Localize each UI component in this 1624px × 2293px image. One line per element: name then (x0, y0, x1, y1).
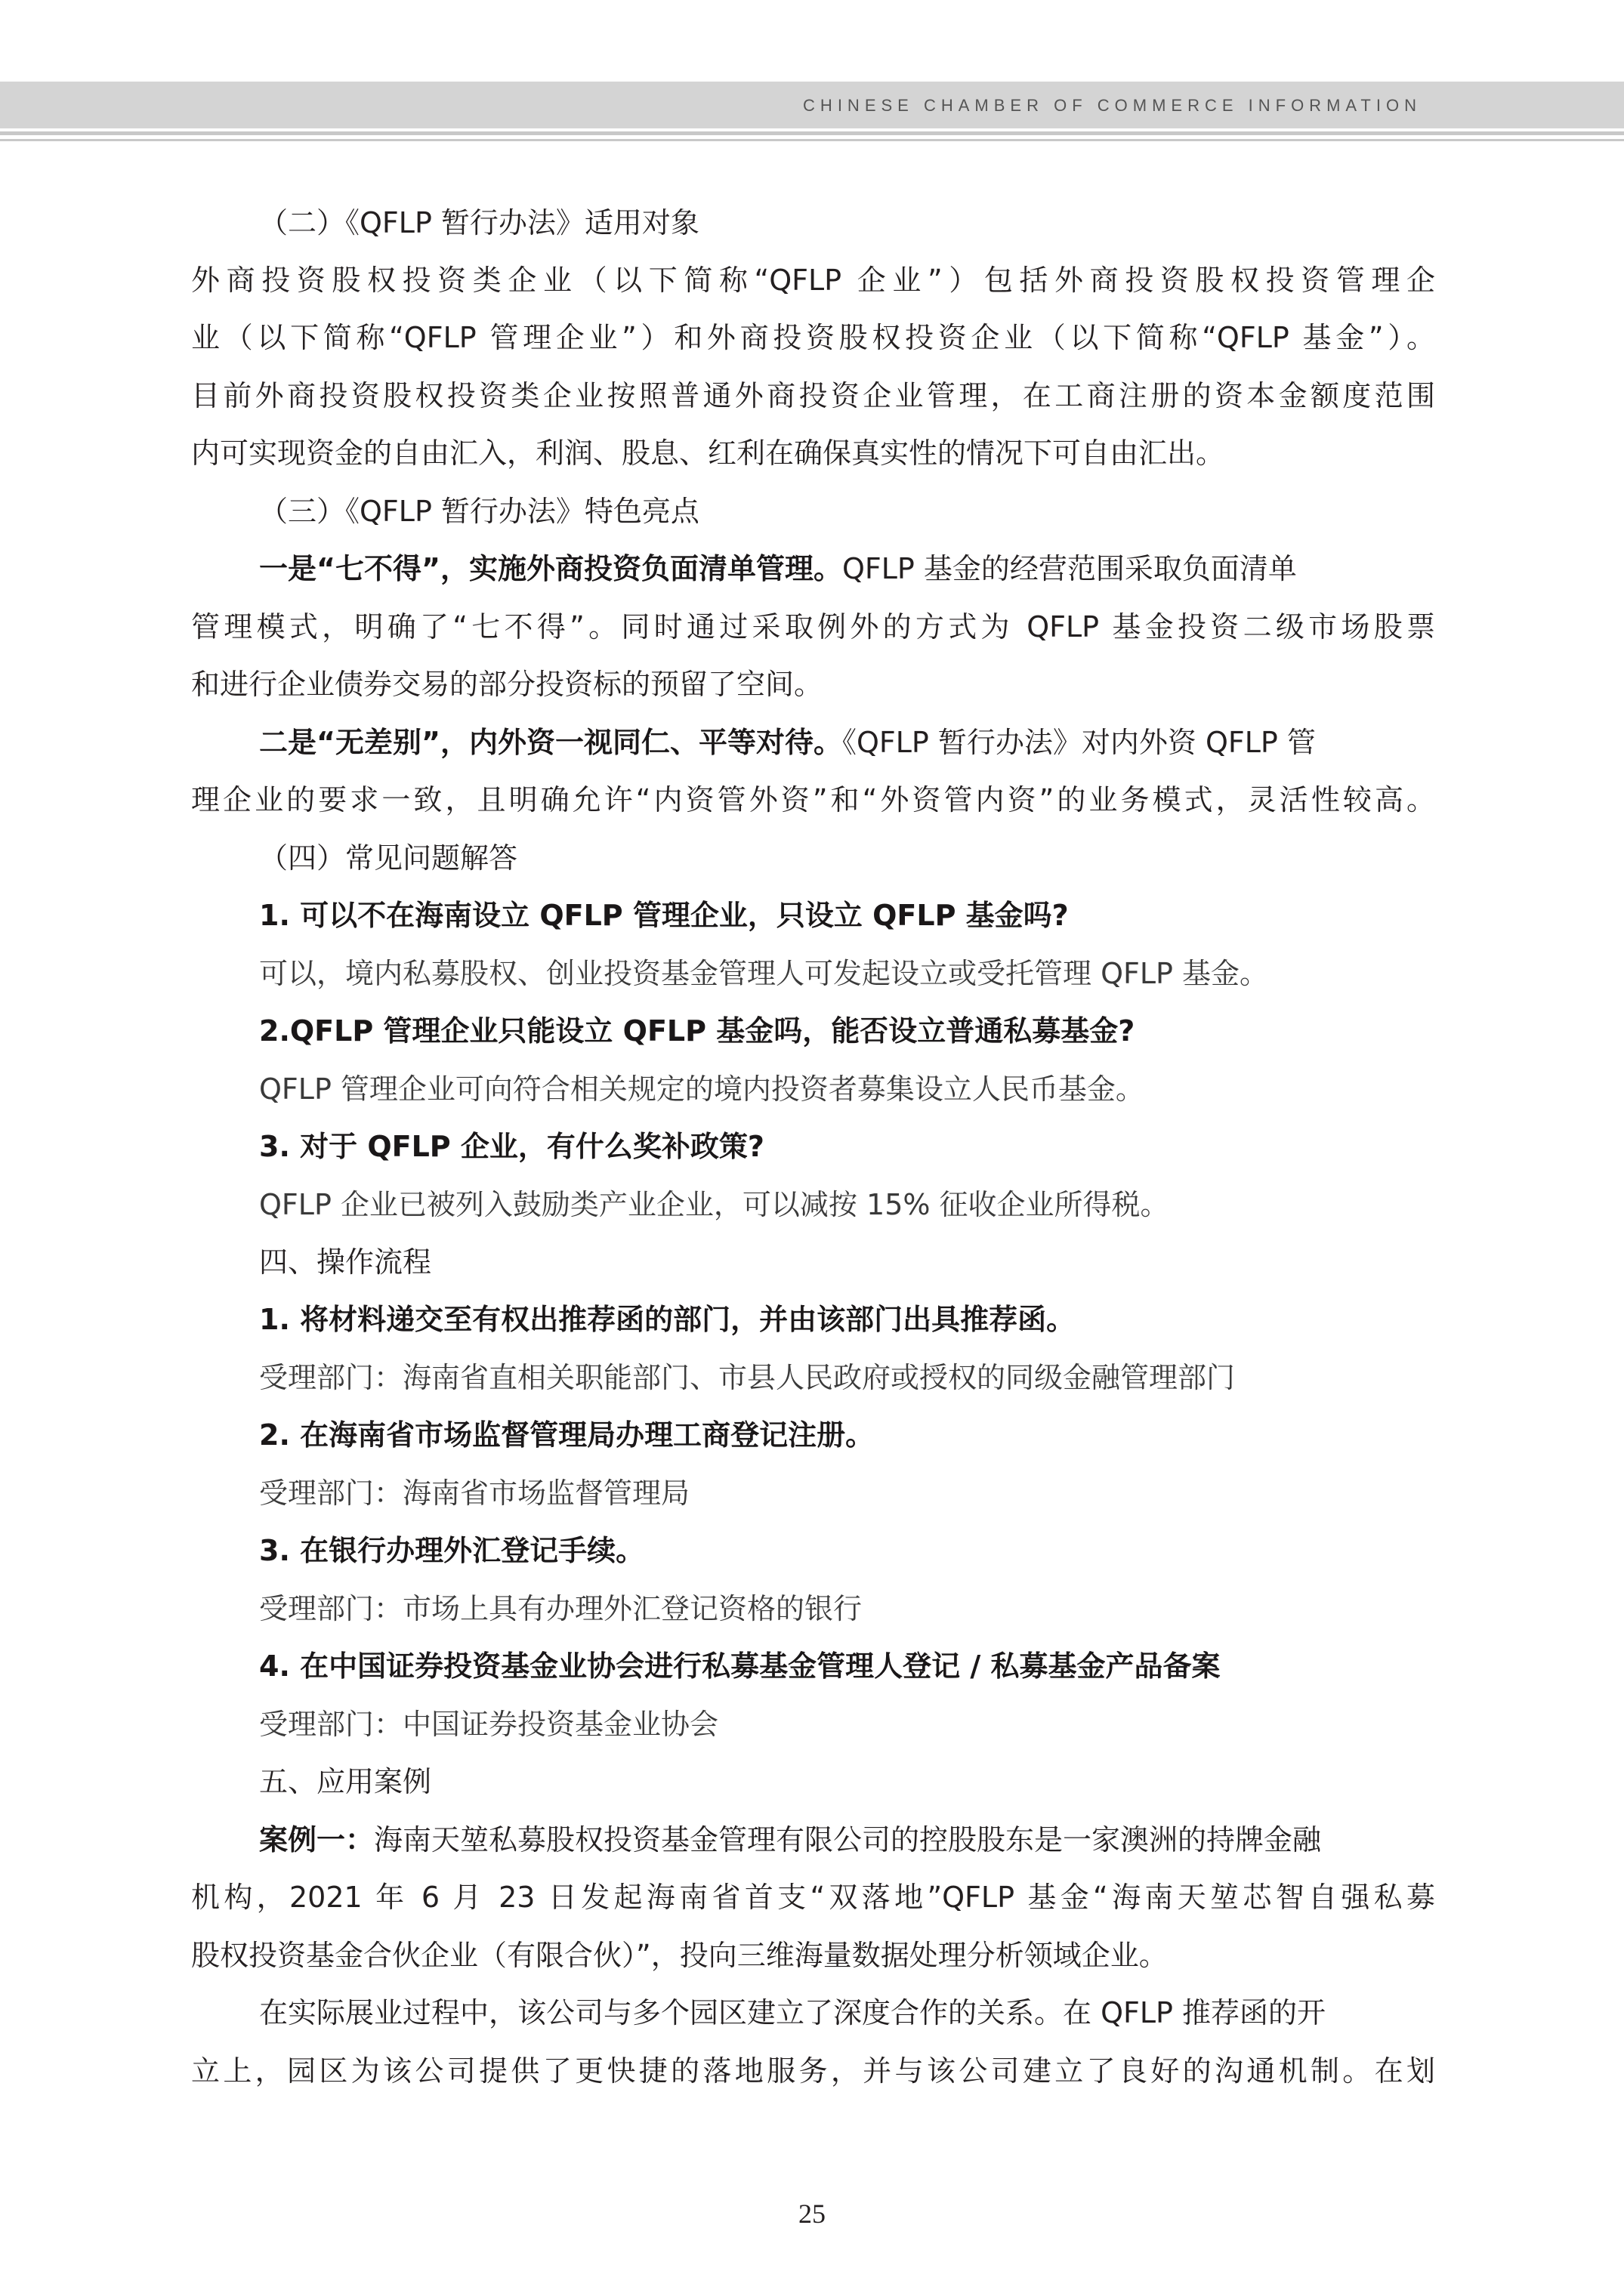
process-department: 受理部门：海南省直相关职能部门、市县人民政府或授权的同级金融管理部门 (259, 1361, 1236, 1394)
section-heading: （三）《QFLP 暂行办法》特色亮点 (259, 495, 699, 528)
paragraph-line: 二是“无差别”，内外资一视同仁、平等对待。《QFLP 暂行办法》对内外资 QFLP 管 (259, 726, 1316, 759)
process-step: 4. 在中国证券投资基金业协会进行私募基金管理人登记 / 私募基金产品备案 (259, 1650, 1221, 1683)
running-header: CHINESE CHAMBER OF COMMERCE INFORMATION (803, 96, 1422, 115)
paragraph-line: 理企业的要求一致，且明确允许“内资管外资”和“外资管内资”的业务模式，灵活性较高。 (191, 783, 1435, 816)
process-department: 受理部门：市场上具有办理外汇登记资格的银行 (259, 1592, 863, 1625)
faq-answer: QFLP 管理企业可向符合相关规定的境内投资者募集设立人民币基金。 (259, 1072, 1144, 1106)
process-department: 受理部门：海南省市场监督管理局 (259, 1477, 690, 1510)
faq-question: 2.QFLP 管理企业只能设立 QFLP 基金吗，能否设立普通私募基金? (259, 1014, 1135, 1048)
paragraph-line: 股权投资基金合伙企业（有限合伙）”，投向三维海量数据处理分析领域企业。 (191, 1939, 1168, 1972)
process-step: 1. 将材料递交至有权出推荐函的部门，并由该部门出具推荐函。 (259, 1303, 1076, 1336)
paragraph-line: 立上，园区为该公司提供了更快捷的落地服务，并与该公司建立了良好的沟通机制。在划 (191, 2054, 1435, 2088)
paragraph-line: 案例一：海南天堃私募股权投资基金管理有限公司的控股股东是一家澳洲的持牌金融 (259, 1823, 1322, 1856)
faq-answer: QFLP 企业已被列入鼓励类产业企业，可以减按 15% 征收企业所得税。 (259, 1188, 1169, 1221)
paragraph-line: 外商投资股权投资类企业（以下简称“QFLP 企业”）包括外商投资股权投资管理企 (191, 264, 1435, 297)
faq-answer: 可以，境内私募股权、创业投资基金管理人可发起设立或受托管理 QFLP 基金。 (259, 957, 1269, 990)
paragraph-line: 目前外商投资股权投资类企业按照普通外商投资企业管理，在工商注册的资本金额度范围 (191, 379, 1435, 412)
section-heading: 五、应用案例 (259, 1765, 432, 1798)
paragraph-line: 在实际展业过程中，该公司与多个园区建立了深度合作的关系。在 QFLP 推荐函的开 (259, 1996, 1326, 2029)
paragraph-line: 内可实现资金的自由汇入，利润、股息、红利在确保真实性的情况下可自由汇出。 (191, 437, 1225, 470)
faq-question: 1. 可以不在海南设立 QFLP 管理企业，只设立 QFLP 基金吗? (259, 899, 1069, 932)
paragraph-line: 机构，2021 年 6 月 23 日发起海南省首支“双落地”QFLP 基金“海南天堃芯智自强私募 (191, 1881, 1435, 1914)
section-heading: 四、操作流程 (259, 1245, 432, 1279)
section-heading: （二）《QFLP 暂行办法》适用对象 (259, 206, 699, 239)
process-step: 2. 在海南省市场监督管理局办理工商登记注册。 (259, 1418, 875, 1452)
paragraph-line: 管理模式，明确了“七不得”。同时通过采取例外的方式为 QFLP 基金投资二级市场股票 (191, 610, 1435, 643)
section-heading: （四）常见问题解答 (259, 841, 518, 875)
page-number: 25 (798, 2199, 826, 2229)
paragraph-line: 和进行企业债券交易的部分投资标的预留了空间。 (191, 668, 823, 701)
paragraph-line: 业（以下简称“QFLP 管理企业”）和外商投资股权投资企业（以下简称“QFLP 基金”）。 (191, 321, 1435, 354)
faq-question: 3. 对于 QFLP 企业，有什么奖补政策? (259, 1130, 764, 1163)
process-step: 3. 在银行办理外汇登记手续。 (259, 1534, 645, 1567)
paragraph-line: 一是“七不得”，实施外商投资负面清单管理。QFLP 基金的经营范围采取负面清单 (259, 552, 1297, 585)
process-department: 受理部门：中国证券投资基金业协会 (259, 1708, 719, 1741)
